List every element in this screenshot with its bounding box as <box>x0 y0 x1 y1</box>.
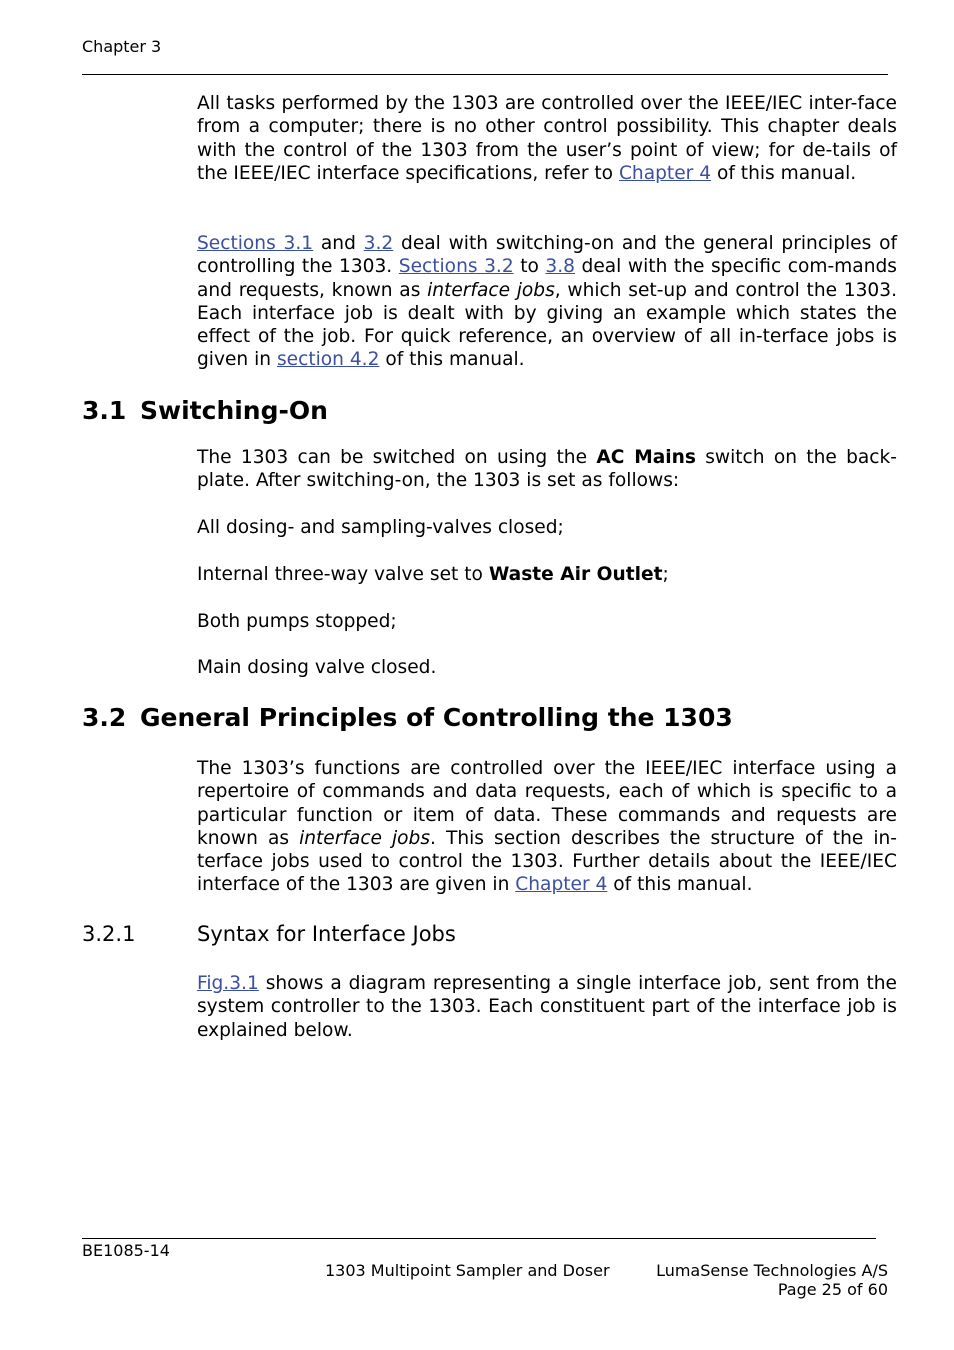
sections-3-2-link[interactable]: Sections 3.2 <box>398 256 514 278</box>
section-3-2-link[interactable]: 3.2 <box>363 233 394 254</box>
section-4-2-link[interactable]: section 4.2 <box>276 349 380 371</box>
state-item-pumps: Both pumps stopped; <box>197 611 397 632</box>
intro-paragraph-2: Sections 3.1 and 3.2 deal with switching-on and the general principles of controlling the 1303. Sections 3.2 to 3.8 deal with the specific com-mands and requests, known as interface jobs, which set-up and control the 1303. Each interface job is dealt with by giving an example which states the effect of the job. For quick reference, an overview of all in-terface jobs is given in section 4.2 of this manual. <box>197 233 898 371</box>
intro-paragraph-1: All tasks performed by the 1303 are controlled over the IEEE/IEC inter-face from a computer; there is no other control possibility. This chapter deals with the control of the 1303 from the user’s point of view; for de-tails of the IEEE/IEC interface specifications, refer to Chapter 4 of this manual. <box>197 93 897 184</box>
section-3-1-paragraph: The 1303 can be switched on using the AC Mains switch on the back-plate. After switching-on, the 1303 is set as follows: <box>197 447 897 492</box>
state-item-valves: All dosing- and sampling-valves closed; <box>197 517 564 538</box>
sections-3-1-link[interactable]: Sections 3.1 <box>197 233 314 254</box>
section-3-2-1-paragraph: Fig.3.1 shows a diagram representing a single interface job, sent from the system controller to the 1303. Each constituent part of the interface job is explained below. <box>197 973 897 1041</box>
footer-rule <box>82 1238 876 1239</box>
running-header: Chapter 3 <box>82 37 162 56</box>
section-3-2-heading: 3.2 General Principles of Controlling the 1303 <box>82 703 733 732</box>
footer-product: 1303 Multipoint Sampler and Doser <box>325 1261 610 1280</box>
footer-doc-id: BE1085-14 <box>82 1241 170 1260</box>
fig-3-1-link[interactable]: Fig.3.1 <box>197 973 259 994</box>
state-item-main-valve: Main dosing valve closed. <box>197 657 437 678</box>
section-3-2-paragraph: The 1303’s functions are controlled over the IEEE/IEC interface using a repertoire of commands and data requests, each of which is specific to a particular function or item of data. These commands and requests are known as interface jobs. This section describes the structure of the in-terface jobs used to control the 1303. Further details about the IEEE/IEC interface of the 1303 are given in Chapter 4 of this manual. <box>197 758 897 896</box>
header-rule <box>82 74 888 75</box>
footer-page-number: Page 25 of 60 <box>777 1280 888 1299</box>
section-3-8-link[interactable]: 3.8 <box>545 256 575 278</box>
section-3-2-1-heading: 3.2.1 Syntax for Interface Jobs <box>82 922 456 946</box>
chapter-4-link-2[interactable]: Chapter 4 <box>515 874 608 896</box>
state-item-three-way-valve: Internal three-way valve set to Waste Air Outlet; <box>197 564 669 585</box>
footer-company: LumaSense Technologies A/S <box>656 1261 888 1280</box>
section-3-1-heading: 3.1 Switching-On <box>82 396 328 425</box>
chapter-4-link[interactable]: Chapter 4 <box>618 162 712 184</box>
